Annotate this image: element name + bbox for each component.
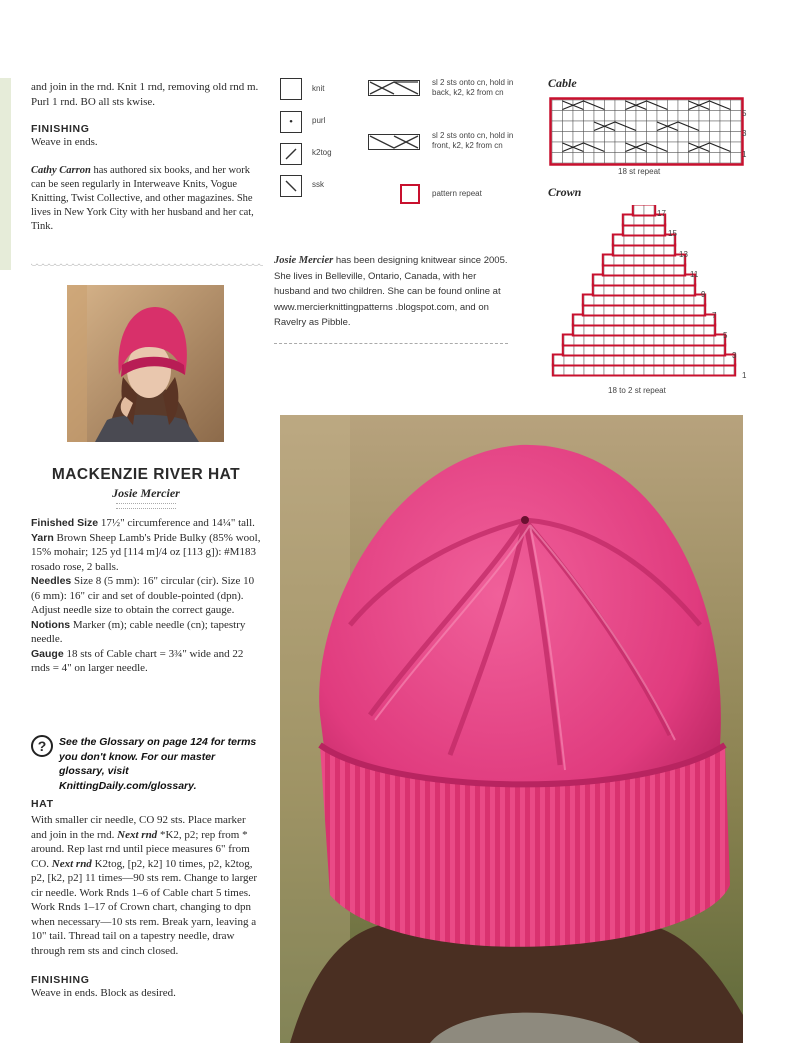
cable-chart-cell — [626, 111, 637, 122]
model-photo — [67, 285, 224, 442]
cable-chart-cell — [552, 111, 563, 122]
designer-bio — [274, 253, 510, 331]
glossary-text: See the Glossary on page 124 for terms you don't know. For our master glossary, visit KnittingDaily.com/glossary. — [59, 736, 257, 792]
cable-chart-cell — [552, 153, 563, 164]
crown-chart-cell — [644, 205, 654, 215]
cable-chart-cell — [615, 100, 626, 111]
model-photo-image — [67, 285, 224, 442]
pattern-title: MACKENZIE RIVER HAT — [51, 466, 241, 483]
notions-value: Marker (m); cable needle (cn); tapestry needle. — [31, 618, 246, 645]
cable-chart-cell — [647, 121, 658, 132]
cable-chart-cell — [584, 121, 595, 132]
gauge — [31, 647, 263, 676]
yarn — [31, 531, 263, 575]
cable-chart-cell — [573, 153, 584, 164]
cable-chart-cell — [657, 153, 668, 164]
needles-label: Needles — [31, 575, 72, 587]
hat-text-part-2: *K2, p2; rep from * around. Rep last rnd until piece measures 6" from CO. — [31, 828, 250, 870]
cable-chart-cell — [636, 121, 647, 132]
bio-divider — [274, 343, 508, 344]
cable-chart-cell — [594, 111, 605, 122]
needles-value: Size 8 (5 mm): 16" circular (cir). Size 10 (6 mm): 16" cir and set of double-pointed (dpn). Adjust needle size to obtain the correct gauge. — [31, 575, 255, 616]
cable-chart-cell — [668, 132, 679, 143]
crown-row-label-1: 1 — [742, 371, 747, 380]
crown-chart-title: Crown — [548, 185, 582, 199]
hat-finishing-text: Weave in ends. Block as desired. — [31, 987, 176, 999]
cable-chart-cell — [647, 153, 658, 164]
finished-size-label: Finished Size — [31, 517, 99, 529]
section-divider — [31, 263, 263, 269]
cable-row-label-3: 3 — [742, 129, 747, 138]
cable-chart-cell — [626, 153, 637, 164]
hat-text — [31, 813, 263, 958]
cable-chart-cell — [573, 111, 584, 122]
crown-row-label-17: 17 — [657, 209, 666, 218]
previous-instructions: and join in the rnd. Knit 1 rnd, removing old rnd m. Purl 1 rnd. BO all sts kwise. — [31, 81, 259, 108]
bio-name: Cathy Carron — [31, 164, 91, 176]
cable-chart-cell — [668, 100, 679, 111]
cable-chart-cell — [615, 132, 626, 143]
cable-chart-cell — [584, 111, 595, 122]
cable-chart-cell — [647, 132, 658, 143]
key-knit-label: knit — [312, 84, 325, 93]
crown-row-label-9: 9 — [701, 290, 706, 299]
cable-chart-cell — [731, 100, 742, 111]
hat-finishing-heading: FINISHING — [31, 974, 90, 986]
finishing-text: Weave in ends. — [31, 136, 98, 148]
notions — [31, 618, 263, 647]
cable-chart-cell — [615, 111, 626, 122]
finished-size-value: 17½" circumference and 14¼" tall. — [98, 517, 255, 529]
hat-heading: HAT — [31, 798, 54, 810]
cable-chart-cell — [657, 111, 668, 122]
finished-size — [31, 516, 263, 531]
designer-bio-name: Josie Mercier — [274, 255, 334, 266]
cable-chart-cell — [584, 153, 595, 164]
cable-chart-cell — [657, 132, 668, 143]
cable-chart-cell — [731, 121, 742, 132]
cable-chart-cell — [731, 132, 742, 143]
cable-chart-cell — [563, 153, 574, 164]
cable-chart-cell — [710, 111, 721, 122]
key-cable-front-label: sl 2 sts onto cn, hold in front, k2, k2 from cn — [432, 131, 514, 150]
cable-chart-cell — [615, 142, 626, 153]
cable-chart-cell — [584, 132, 595, 143]
designer-bio-previous — [31, 164, 263, 234]
knit-symbol-icon — [280, 78, 302, 100]
cable-chart-cell — [605, 153, 616, 164]
cable-chart-cell — [573, 121, 584, 132]
crown-chart — [546, 205, 742, 385]
cable-chart-cell — [678, 132, 689, 143]
cable-chart-cell — [689, 132, 700, 143]
crown-row-label-5: 5 — [723, 331, 728, 340]
crown-repeat-label: 18 to 2 st repeat — [608, 386, 666, 395]
cable-chart-cell — [710, 132, 721, 143]
chart-key — [280, 78, 520, 208]
cable-chart-cell — [647, 111, 658, 122]
pattern-author: Josie Mercier — [112, 486, 180, 500]
cable-chart-cell — [668, 111, 679, 122]
cable-chart-cell — [678, 142, 689, 153]
gauge-label: Gauge — [31, 647, 64, 660]
next-rnd-label-2: Next rnd — [51, 857, 92, 870]
cable-chart-cell — [678, 100, 689, 111]
key-k2tog-label: k2tog — [312, 148, 332, 157]
purl-symbol-icon: • — [280, 111, 302, 133]
cable-chart-cell — [626, 132, 637, 143]
cable-chart-cell — [552, 100, 563, 111]
cable-chart-cell — [668, 153, 679, 164]
cable-chart-cell — [731, 111, 742, 122]
cable-chart-cell — [710, 153, 721, 164]
notions-label: Notions — [31, 618, 71, 631]
cable-front-symbol-icon — [368, 134, 420, 150]
cable-chart-cell — [573, 132, 584, 143]
previous-pattern-column — [31, 80, 263, 234]
cable-chart-cell — [689, 111, 700, 122]
cable-chart-cell — [699, 121, 710, 132]
cable-chart-cell — [615, 153, 626, 164]
pattern-repeat-symbol-icon — [400, 184, 420, 204]
hat-photo — [280, 415, 743, 1043]
bio-text: has authored six books, and her work can be seen regularly in Interweave Knits, Vogue Knitting, Twist Collective, and other magazines. She lives in New York City with her husband and her cat, Tink. — [31, 164, 254, 232]
key-pattern-repeat-label: pattern repeat — [432, 189, 482, 198]
cable-chart-cell — [605, 111, 616, 122]
crown-row-label-13: 13 — [679, 250, 688, 259]
glossary-note — [31, 735, 263, 793]
hat-text-part-1: With smaller cir needle, CO 92 sts. Place marker and join in the rnd. — [31, 814, 246, 841]
finishing-heading: FINISHING — [31, 123, 90, 135]
cable-chart-cell — [720, 132, 731, 143]
cable-chart-title: Cable — [548, 76, 577, 90]
gauge-value: 18 sts of Cable chart = 3¾" wide and 22 rnds = 4" on larger needle. — [31, 647, 244, 674]
key-ssk-label: ssk — [312, 180, 324, 189]
cable-chart-cell — [552, 121, 563, 132]
cable-chart-cell — [678, 153, 689, 164]
cable-row-label-5: 5 — [742, 109, 747, 118]
crown-row-label-11: 11 — [690, 270, 699, 279]
cable-chart-cell — [552, 142, 563, 153]
cable-chart-cell — [636, 153, 647, 164]
question-icon: ? — [31, 735, 53, 757]
cable-chart-cell — [699, 132, 710, 143]
cable-chart-cell — [594, 132, 605, 143]
cable-chart-cell — [563, 132, 574, 143]
crown-row-label-3: 3 — [732, 351, 737, 360]
cable-chart-cell — [636, 111, 647, 122]
cable-chart-cell — [563, 111, 574, 122]
title-ornament — [116, 503, 176, 509]
k2tog-symbol-icon — [280, 143, 302, 165]
cable-chart-cell — [699, 111, 710, 122]
hat-text-part-3: K2tog, [p2, k2] 10 times, p2, k2tog, p2, [k2, p2] 11 times—90 sts rem. Change to larger cir needle. Work Rnds 1–6 of Cable chart 5 times. Work Rnds 1–17 of Crown chart, changing to dpn when necessary—10 sts rem. Break yarn, leaving a 10" tail. Thread tail on a tapestry needle, draw through rem sts and cinch closed. — [31, 857, 258, 957]
cable-chart-cell — [605, 132, 616, 143]
cable-chart-cell — [552, 132, 563, 143]
cable-repeat-label: 18 st repeat — [618, 167, 661, 176]
hat-photo-image — [280, 415, 743, 1043]
hat-instructions — [31, 798, 263, 1001]
needles — [31, 574, 263, 618]
cable-chart-cell — [636, 132, 647, 143]
cable-chart-cell — [720, 111, 731, 122]
cable-chart-cell — [731, 153, 742, 164]
designer-bio-text: has been designing knitwear since 2005. She lives in Belleville, Ontario, Canada, with her husband and two children. She can be found online at www.mercierknittingpatterns .blogspot.com, and on Ravelry as Pibble. — [274, 255, 508, 328]
cable-chart-cell — [699, 153, 710, 164]
cable-chart-cell — [720, 153, 731, 164]
yarn-value: Brown Sheep Lamb's Pride Bulky (85% wool, 15% mohair; 125 yd [114 m]/4 oz [113 g]): #M183 rosado rose, 2 balls. — [31, 531, 261, 573]
key-cable-back-label: sl 2 sts onto cn, hold in back, k2, k2 from cn — [432, 78, 514, 97]
cable-row-label-1: 1 — [742, 150, 747, 159]
cable-chart-cell — [678, 111, 689, 122]
cable-chart-cell — [594, 153, 605, 164]
ssk-symbol-icon — [280, 175, 302, 197]
key-purl-label: purl — [312, 116, 326, 125]
crown-row-label-7: 7 — [712, 311, 717, 320]
pattern-materials — [31, 516, 263, 676]
cable-chart-cell — [720, 121, 731, 132]
cable-back-symbol-icon — [368, 80, 420, 96]
crown-chart-cell — [634, 205, 644, 215]
cable-chart-cell — [689, 153, 700, 164]
yarn-label: Yarn — [31, 531, 54, 544]
cable-chart-cell — [710, 121, 721, 132]
decorative-side-bar — [0, 78, 11, 270]
cable-chart-cell — [563, 121, 574, 132]
cable-chart-cell — [605, 142, 616, 153]
cable-chart-cell — [668, 142, 679, 153]
next-rnd-label-1: Next rnd — [117, 828, 158, 841]
cable-chart-cell — [605, 100, 616, 111]
cable-chart-cell — [731, 142, 742, 153]
crown-row-label-15: 15 — [668, 229, 677, 238]
